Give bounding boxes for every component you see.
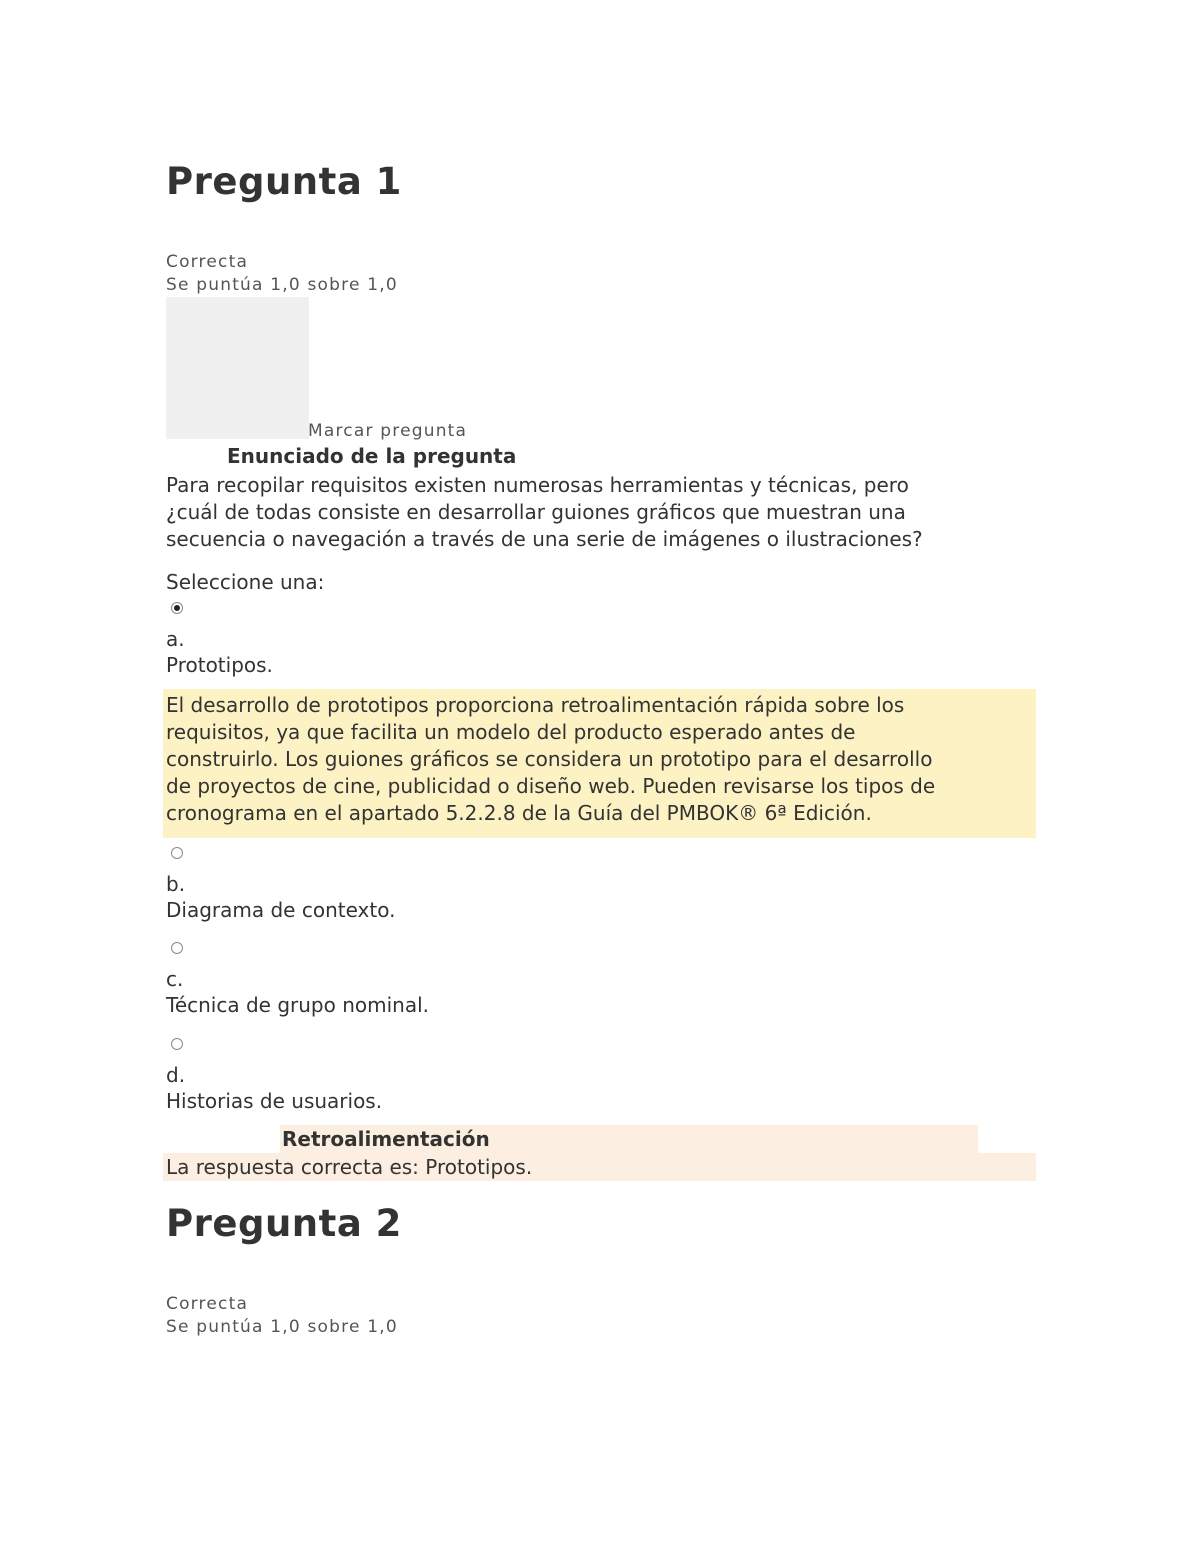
question-2-state: Correcta [166,1294,249,1314]
option-d-radio[interactable] [171,1038,183,1050]
option-b-text[interactable]: Diagrama de contexto. [166,898,396,922]
question-1-state: Correcta [166,252,249,272]
statement-line: secuencia o navegación a través de una serie de imágenes o ilustraciones? [166,527,923,551]
right-answer-box [163,1153,1036,1181]
option-b-radio[interactable] [171,847,183,859]
feedback-heading-box [280,1125,978,1153]
option-a-text[interactable]: Prototipos. [166,653,273,677]
question-2-grade: Se puntúa 1,0 sobre 1,0 [166,1317,398,1337]
option-b-letter: b. [166,872,186,896]
feedback-line: de proyectos de cine, publicidad o diseño web. Pueden revisarse los tipos de [166,774,936,798]
statement-heading: Enunciado de la pregunta [227,444,517,468]
option-c-letter: c. [166,967,184,991]
feedback-line: El desarrollo de prototipos proporciona retroalimentación rápida sobre los [166,693,905,717]
option-a-radio[interactable] [171,602,183,614]
option-d-text[interactable]: Historias de usuarios. [166,1089,383,1113]
flag-question-image[interactable] [166,297,309,439]
option-a-feedback [163,689,1036,838]
question-1-title: Pregunta 1 [166,160,402,203]
option-c-radio[interactable] [171,942,183,954]
feedback-line: cronograma en el apartado 5.2.2.8 de la Guía del PMBOK® 6ª Edición. [166,801,872,825]
feedback-line: construirlo. Los guiones gráficos se considera un prototipo para el desarrollo [166,747,933,771]
feedback-line: requisitos, ya que facilita un modelo del producto esperado antes de [166,720,856,744]
question-1-grade: Se puntúa 1,0 sobre 1,0 [166,275,398,295]
question-1-statement [166,472,923,553]
select-one-prompt: Seleccione una: [166,570,325,594]
option-c-text[interactable]: Técnica de grupo nominal. [166,993,429,1017]
option-d-letter: d. [166,1063,186,1087]
feedback-heading: Retroalimentación [282,1127,490,1151]
question-2-title: Pregunta 2 [166,1202,402,1245]
right-answer-text: La respuesta correcta es: Prototipos. [166,1155,533,1179]
statement-line: ¿cuál de todas consiste en desarrollar guiones gráficos que muestran una [166,500,906,524]
option-a-letter: a. [166,627,185,651]
statement-line: Para recopilar requisitos existen numerosas herramientas y técnicas, pero [166,473,909,497]
flag-question-label[interactable]: Marcar pregunta [308,421,468,441]
